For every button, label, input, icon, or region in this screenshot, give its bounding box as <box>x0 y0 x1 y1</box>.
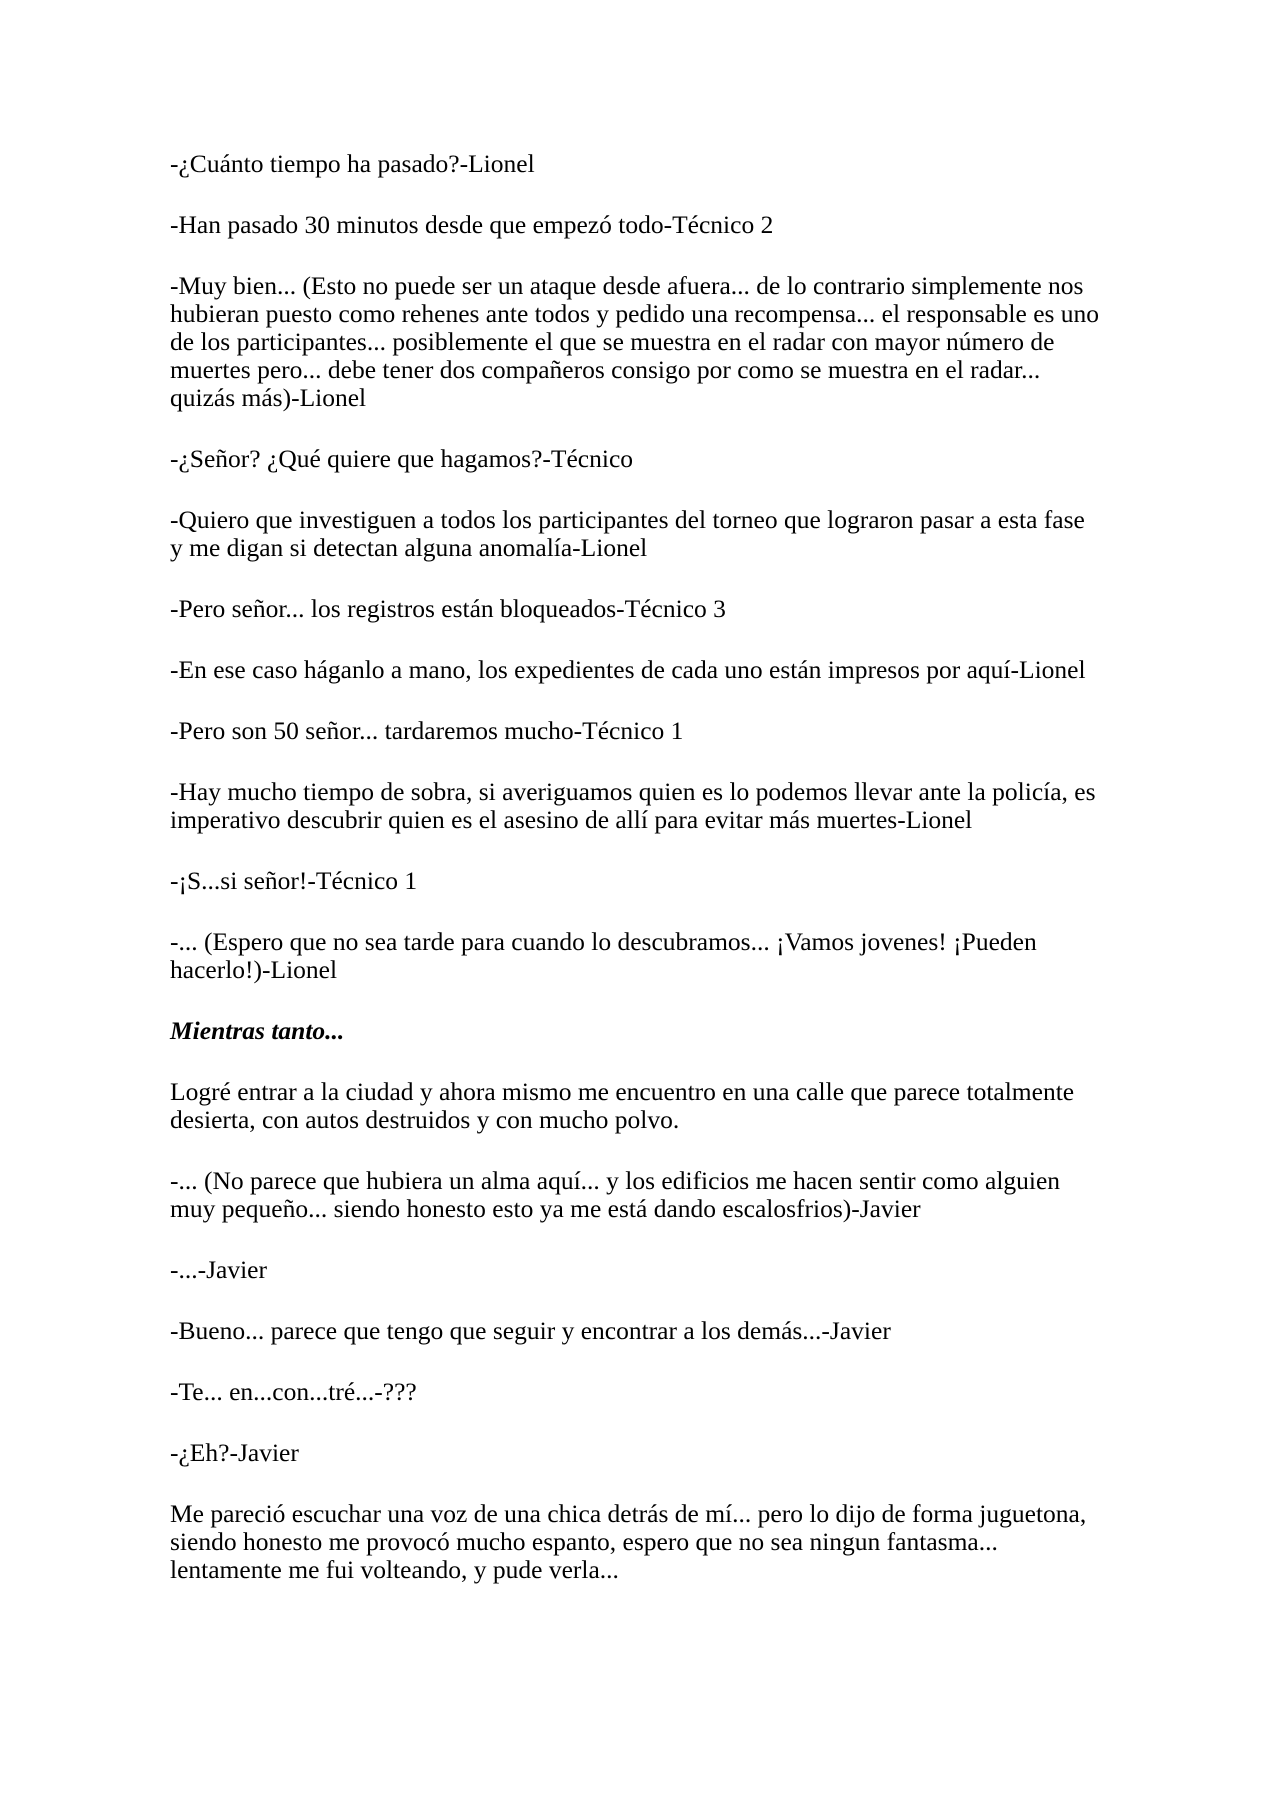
dialogue-line: -Pero señor... los registros están bloqueados-Técnico 3 <box>170 594 726 623</box>
dialogue-line: -Pero son 50 señor... tardaremos mucho-Técnico 1 <box>170 716 684 745</box>
section-heading: Mientras tanto... <box>170 1016 345 1045</box>
dialogue-line: -En ese caso háganlo a mano, los expedientes de cada uno están impresos por aquí-Lionel <box>170 655 1086 684</box>
dialogue-line: -Bueno... parece que tengo que seguir y encontrar a los demás...-Javier <box>170 1316 891 1345</box>
narration-paragraph: Me pareció escuchar una voz de una chica detrás de mí... pero lo dijo de forma juguetona, siendo honesto me provocó mucho espanto, espero que no sea ningun fantasma... lentamente me fui volteando, y pude verla... <box>170 1499 1087 1584</box>
dialogue-line: -¿Eh?-Javier <box>170 1438 299 1467</box>
dialogue-line: -... (No parece que hubiera un alma aquí... y los edificios me hacen sentir como alguien muy pequeño... siendo honesto esto ya me está dando escalosfrios)-Javier <box>170 1166 1061 1223</box>
dialogue-line: -Te... en...con...tré...-??? <box>170 1377 417 1406</box>
dialogue-line: -Hay mucho tiempo de sobra, si averiguamos quien es lo podemos llevar ante la policía, es imperativo descubrir quien es el asesino de allí para evitar más muertes-Lionel <box>170 777 1096 834</box>
dialogue-line: -... (Espero que no sea tarde para cuando lo descubramos... ¡Vamos jovenes! ¡Pueden hacerlo!)-Lionel <box>170 927 1037 984</box>
dialogue-line: -¿Cuánto tiempo ha pasado?-Lionel <box>170 149 535 178</box>
dialogue-line: -¡S...si señor!-Técnico 1 <box>170 866 418 895</box>
dialogue-line: -Muy bien... (Esto no puede ser un ataque desde afuera... de lo contrario simplemente nos hubieran puesto como rehenes ante todos y pedido una recompensa... el responsable es uno de los participantes... posiblemente el que se muestra en el radar con mayor número de muertes pero... debe tener dos compañeros consigo por como se muestra en el radar... quizás más)-Lionel <box>170 271 1100 412</box>
dialogue-line: -¿Señor? ¿Qué quiere que hagamos?-Técnico <box>170 444 634 473</box>
document-text-block <box>170 150 1100 1584</box>
dialogue-line: -Quiero que investiguen a todos los participantes del torneo que lograron pasar a esta fase y me digan si detectan alguna anomalía-Lionel <box>170 505 1085 562</box>
dialogue-line: -Han pasado 30 minutos desde que empezó todo-Técnico 2 <box>170 210 774 239</box>
narration-paragraph: Logré entrar a la ciudad y ahora mismo me encuentro en una calle que parece totalmente desierta, con autos destruidos y con mucho polvo. <box>170 1077 1075 1134</box>
dialogue-line: -...-Javier <box>170 1255 267 1284</box>
